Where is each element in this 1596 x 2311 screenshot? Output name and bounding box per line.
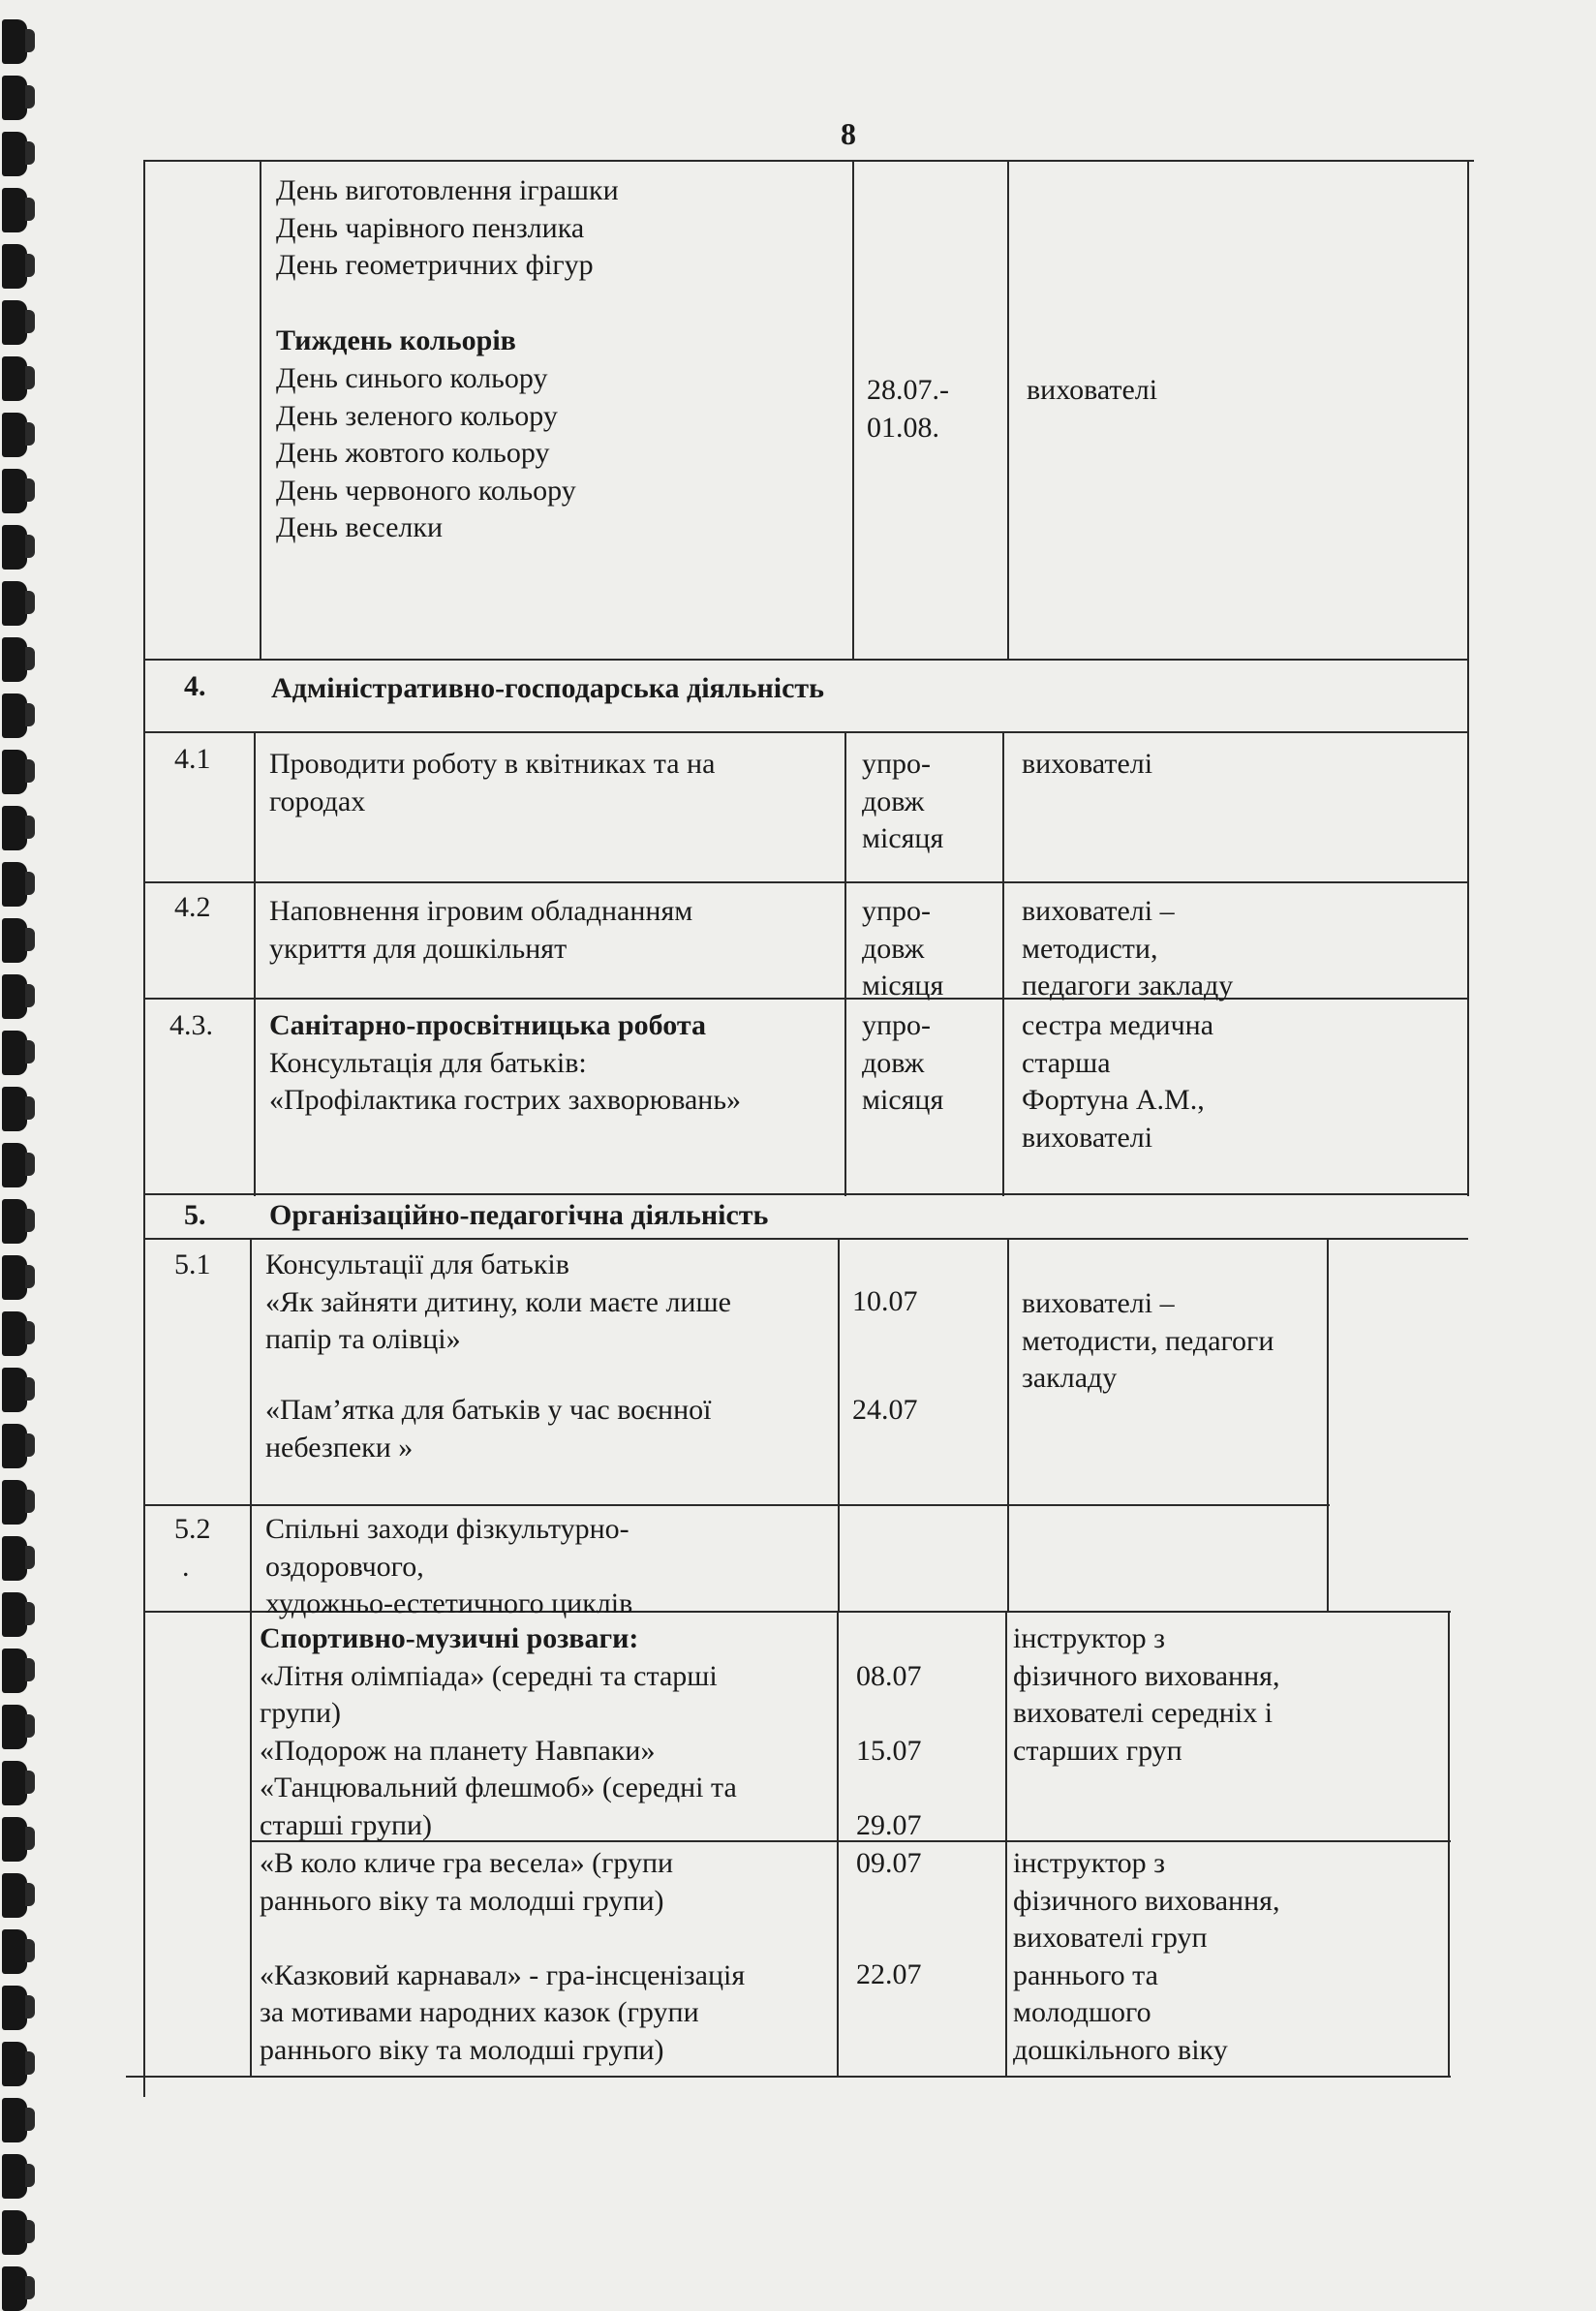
day-item: День синього кольору xyxy=(276,362,548,394)
top-days xyxy=(276,172,619,285)
top-term xyxy=(867,372,949,447)
binding-ring xyxy=(2,1255,27,1300)
binding-ring xyxy=(2,19,27,64)
term-line: 28.07.- xyxy=(867,374,949,406)
section-4-number: 4. xyxy=(184,670,206,702)
row-4-3-title: Санітарно-просвітницька робота xyxy=(269,1009,706,1041)
binding-ring xyxy=(2,1199,27,1244)
binding-ring xyxy=(2,1536,27,1581)
binding-ring xyxy=(2,1986,27,2030)
page-number: 8 xyxy=(841,116,856,151)
binding-ring xyxy=(2,1424,27,1468)
early-age-events: «В коло кличе гра весела» (групи раннього віку та молодші групи) «Казковий карнавал» - гра-інсценізація за мотивами народних казок (групи раннього віку та молодші групи) xyxy=(260,1847,746,2066)
sports-music-events: Спортивно-музичні розваги: «Літня олімпіада» (середні та старші групи) «Подорож на планету Навпаки» «Танцювальний флешмоб» (середні та старші групи) xyxy=(260,1622,737,1841)
sub1-date-3: 29.07 xyxy=(856,1809,922,1841)
binding-ring xyxy=(2,1649,27,1693)
binding-ring xyxy=(2,581,27,626)
binding-ring xyxy=(2,188,27,232)
row-4-3-number: 4.3. xyxy=(169,1009,213,1041)
row-5-2-number: 5.2 . xyxy=(174,1513,211,1583)
row-5-1-date-1: 10.07 xyxy=(852,1285,918,1317)
week-days xyxy=(276,360,576,547)
binding-ring xyxy=(2,806,27,850)
row-4-1-text: Проводити роботу в квітниках та на городах xyxy=(269,748,716,817)
row-4-3-text: Санітарно-просвітницька робота Консультація для батьків: «Профілактика гострих захворювань» xyxy=(269,1009,742,1116)
row-4-1-number: 4.1 xyxy=(174,743,211,775)
sports-music-title: Спортивно-музичні розваги: xyxy=(260,1622,639,1654)
row-4-2-text: Наповнення ігровим обладнанням укриття для дошкільнят xyxy=(269,895,693,965)
binding-ring xyxy=(2,1592,27,1637)
binding-ring xyxy=(2,132,27,176)
row-4-2-number: 4.2 xyxy=(174,891,211,923)
row-5-1-text: Консультації для батьків «Як зайняти дитину, коли маєте лише папір та олівці» xyxy=(265,1248,731,1355)
row-4-2-term: упро- довж місяця xyxy=(862,895,944,1001)
binding-ring xyxy=(2,2042,27,2086)
binding-ring xyxy=(2,2266,27,2311)
day-item: День веселки xyxy=(276,511,444,543)
day-item: День жовтого кольору xyxy=(276,437,550,469)
day-item: День червоного кольору xyxy=(276,474,576,507)
top-responsible: вихователі xyxy=(1027,374,1158,406)
binding-ring xyxy=(2,2210,27,2255)
binding-ring xyxy=(2,525,27,570)
binding-ring xyxy=(2,300,27,345)
binding-ring xyxy=(2,76,27,120)
binding-ring xyxy=(2,2154,27,2199)
binding-ring xyxy=(2,862,27,907)
binding-ring xyxy=(2,918,27,963)
sub2-date-1: 09.07 xyxy=(856,1847,922,1879)
binding-ring xyxy=(2,1368,27,1412)
binding-ring xyxy=(2,244,27,289)
binding-ring xyxy=(2,1311,27,1356)
term-line: 01.08. xyxy=(867,411,939,444)
sub2-date-2: 22.07 xyxy=(856,1958,922,1990)
binding-ring xyxy=(2,974,27,1019)
binding-ring xyxy=(2,1929,27,1974)
sub1-responsible: інструктор з фізичного виховання, вихователі середніх і старших груп xyxy=(1013,1622,1280,1767)
section-5-number: 5. xyxy=(184,1199,206,1231)
section-4-title: Адміністративно-господарська діяльність xyxy=(271,672,825,704)
binding-ring xyxy=(2,2098,27,2142)
binding-ring xyxy=(2,1817,27,1862)
sub1-date-1: 08.07 xyxy=(856,1660,922,1692)
section-5-title: Організаційно-педагогічна діяльність xyxy=(269,1199,769,1231)
binding-ring xyxy=(2,750,27,794)
day-item: День зеленого кольору xyxy=(276,399,558,432)
binding-ring xyxy=(2,1087,27,1131)
binding-ring xyxy=(2,1873,27,1918)
row-4-3-responsible: сестра медична старша Фортуна А.М., вихователі xyxy=(1022,1009,1214,1154)
sub1-date-2: 15.07 xyxy=(856,1735,922,1767)
binding-ring xyxy=(2,356,27,401)
binding-ring xyxy=(2,1761,27,1805)
row-4-3-term: упро- довж місяця xyxy=(862,1009,944,1116)
row-4-1-term: упро- довж місяця xyxy=(862,748,944,854)
binding-ring xyxy=(2,1480,27,1525)
binding-ring xyxy=(2,413,27,457)
row-5-1-date-2: 24.07 xyxy=(852,1394,918,1426)
binding-ring xyxy=(2,693,27,738)
row-5-1-number: 5.1 xyxy=(174,1248,211,1280)
binding-ring xyxy=(2,637,27,682)
binding-ring xyxy=(2,1031,27,1075)
day-item: День чарівного пензлика xyxy=(276,211,585,244)
row-5-1-responsible: вихователі – методисти, педагоги закладу xyxy=(1022,1287,1274,1394)
binding-ring xyxy=(2,1705,27,1749)
binding-ring xyxy=(2,469,27,513)
row-4-1-responsible: вихователі xyxy=(1022,748,1153,780)
row-5-2-text: Спільні заходи фізкультурно- оздоровчого, художньо-естетичного циклів xyxy=(265,1513,633,1619)
row-4-2-responsible: вихователі – методисти, педагоги закладу xyxy=(1022,895,1234,1001)
week-title: Тиждень кольорів xyxy=(276,324,516,356)
sub2-responsible: інструктор з фізичного виховання, вихователі груп раннього та молодшого дошкільного віку xyxy=(1013,1847,1280,2066)
spiral-binding xyxy=(0,0,39,2309)
day-item: День геометричних фігур xyxy=(276,249,594,281)
binding-ring xyxy=(2,1143,27,1187)
day-item: День виготовлення іграшки xyxy=(276,174,619,206)
row-5-1-item-2: «Пам’ятка для батьків у час воєнної небезпеки » xyxy=(265,1394,712,1464)
